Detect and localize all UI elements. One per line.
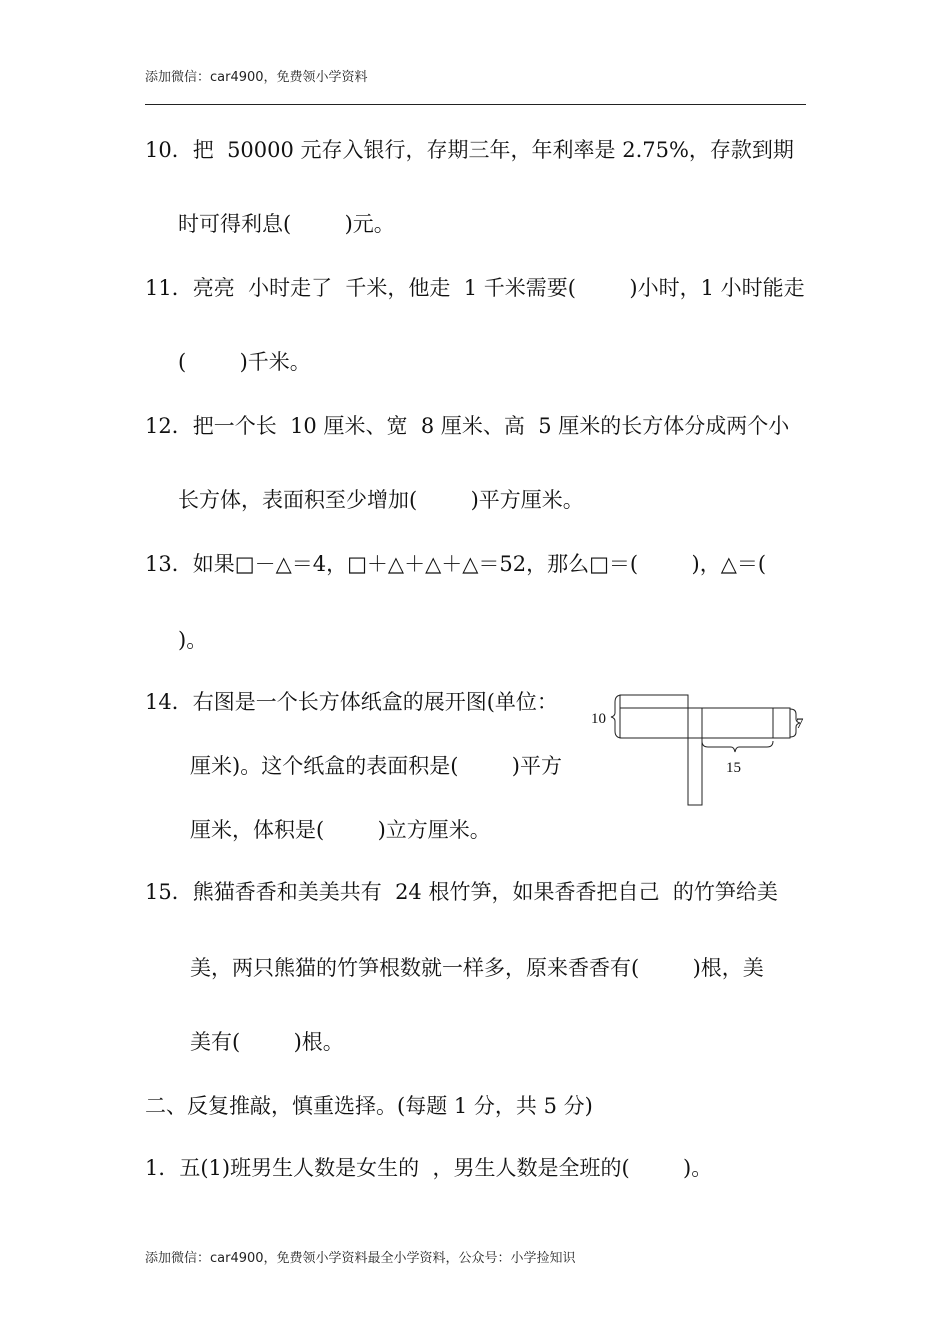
question-14-line-3: 厘米，体积是( )立方厘米。 <box>190 818 491 842</box>
question-14-line-2: 厘米)。这个纸盒的表面积是( )平方 <box>190 754 562 778</box>
question-15-line-1: 15．熊猫香香和美美共有 24 根竹笋，如果香香把自己 的竹笋给美 <box>145 880 778 904</box>
question-10-line-2: 时可得利息( )元。 <box>178 212 395 236</box>
question-15-line-3: 美有( )根。 <box>190 1030 344 1054</box>
question-12-line-1: 12．把一个长 10 厘米、宽 8 厘米、高 5 厘米的长方体分成两个小 <box>145 414 790 438</box>
label-15: 15 <box>726 760 741 776</box>
bottom-brace <box>702 741 773 752</box>
question-11-line-1: 11．亮亮 小时走了 千米，他走 1 千米需要( )小时，1 小时能走 <box>145 276 805 300</box>
label-10: 10 <box>591 711 606 727</box>
question-12-line-2: 长方体，表面积至少增加( )平方厘米。 <box>178 488 584 512</box>
header-divider <box>145 104 806 105</box>
net-bottom-flap <box>688 738 702 805</box>
box-net-figure <box>585 690 815 810</box>
net-main-strip <box>620 708 790 738</box>
question-10-line-1: 10．把 50000 元存入银行，存期三年，年利率是 2.75%，存款到期 <box>145 138 794 162</box>
question-13-line-2: )。 <box>178 628 208 652</box>
page-header: 添加微信：car4900，免费领小学资料 <box>145 70 368 85</box>
net-top-flap <box>620 695 688 708</box>
question-15-line-2: 美，两只熊猫的竹笋根数就一样多，原来香香有( )根，美 <box>190 956 764 980</box>
page-footer: 添加微信：car4900，免费领小学资料最全小学资料，公众号：小学捡知识 <box>145 1251 576 1266</box>
section-2-question-1: 1．五(1)班男生人数是女生的 ，男生人数是全班的( )。 <box>145 1156 713 1180</box>
label-7: 7 <box>796 716 804 732</box>
question-13-line-1: 13．如果□－△＝4，□＋△＋△＋△＝52，那么□＝( )，△＝( <box>145 552 767 576</box>
question-11-line-2: ( )千米。 <box>178 350 311 374</box>
section-2-title: 二、反复推敲，慎重选择。(每题 1 分，共 5 分) <box>145 1094 593 1118</box>
question-14-line-1: 14．右图是一个长方体纸盒的展开图(单位： <box>145 690 558 714</box>
